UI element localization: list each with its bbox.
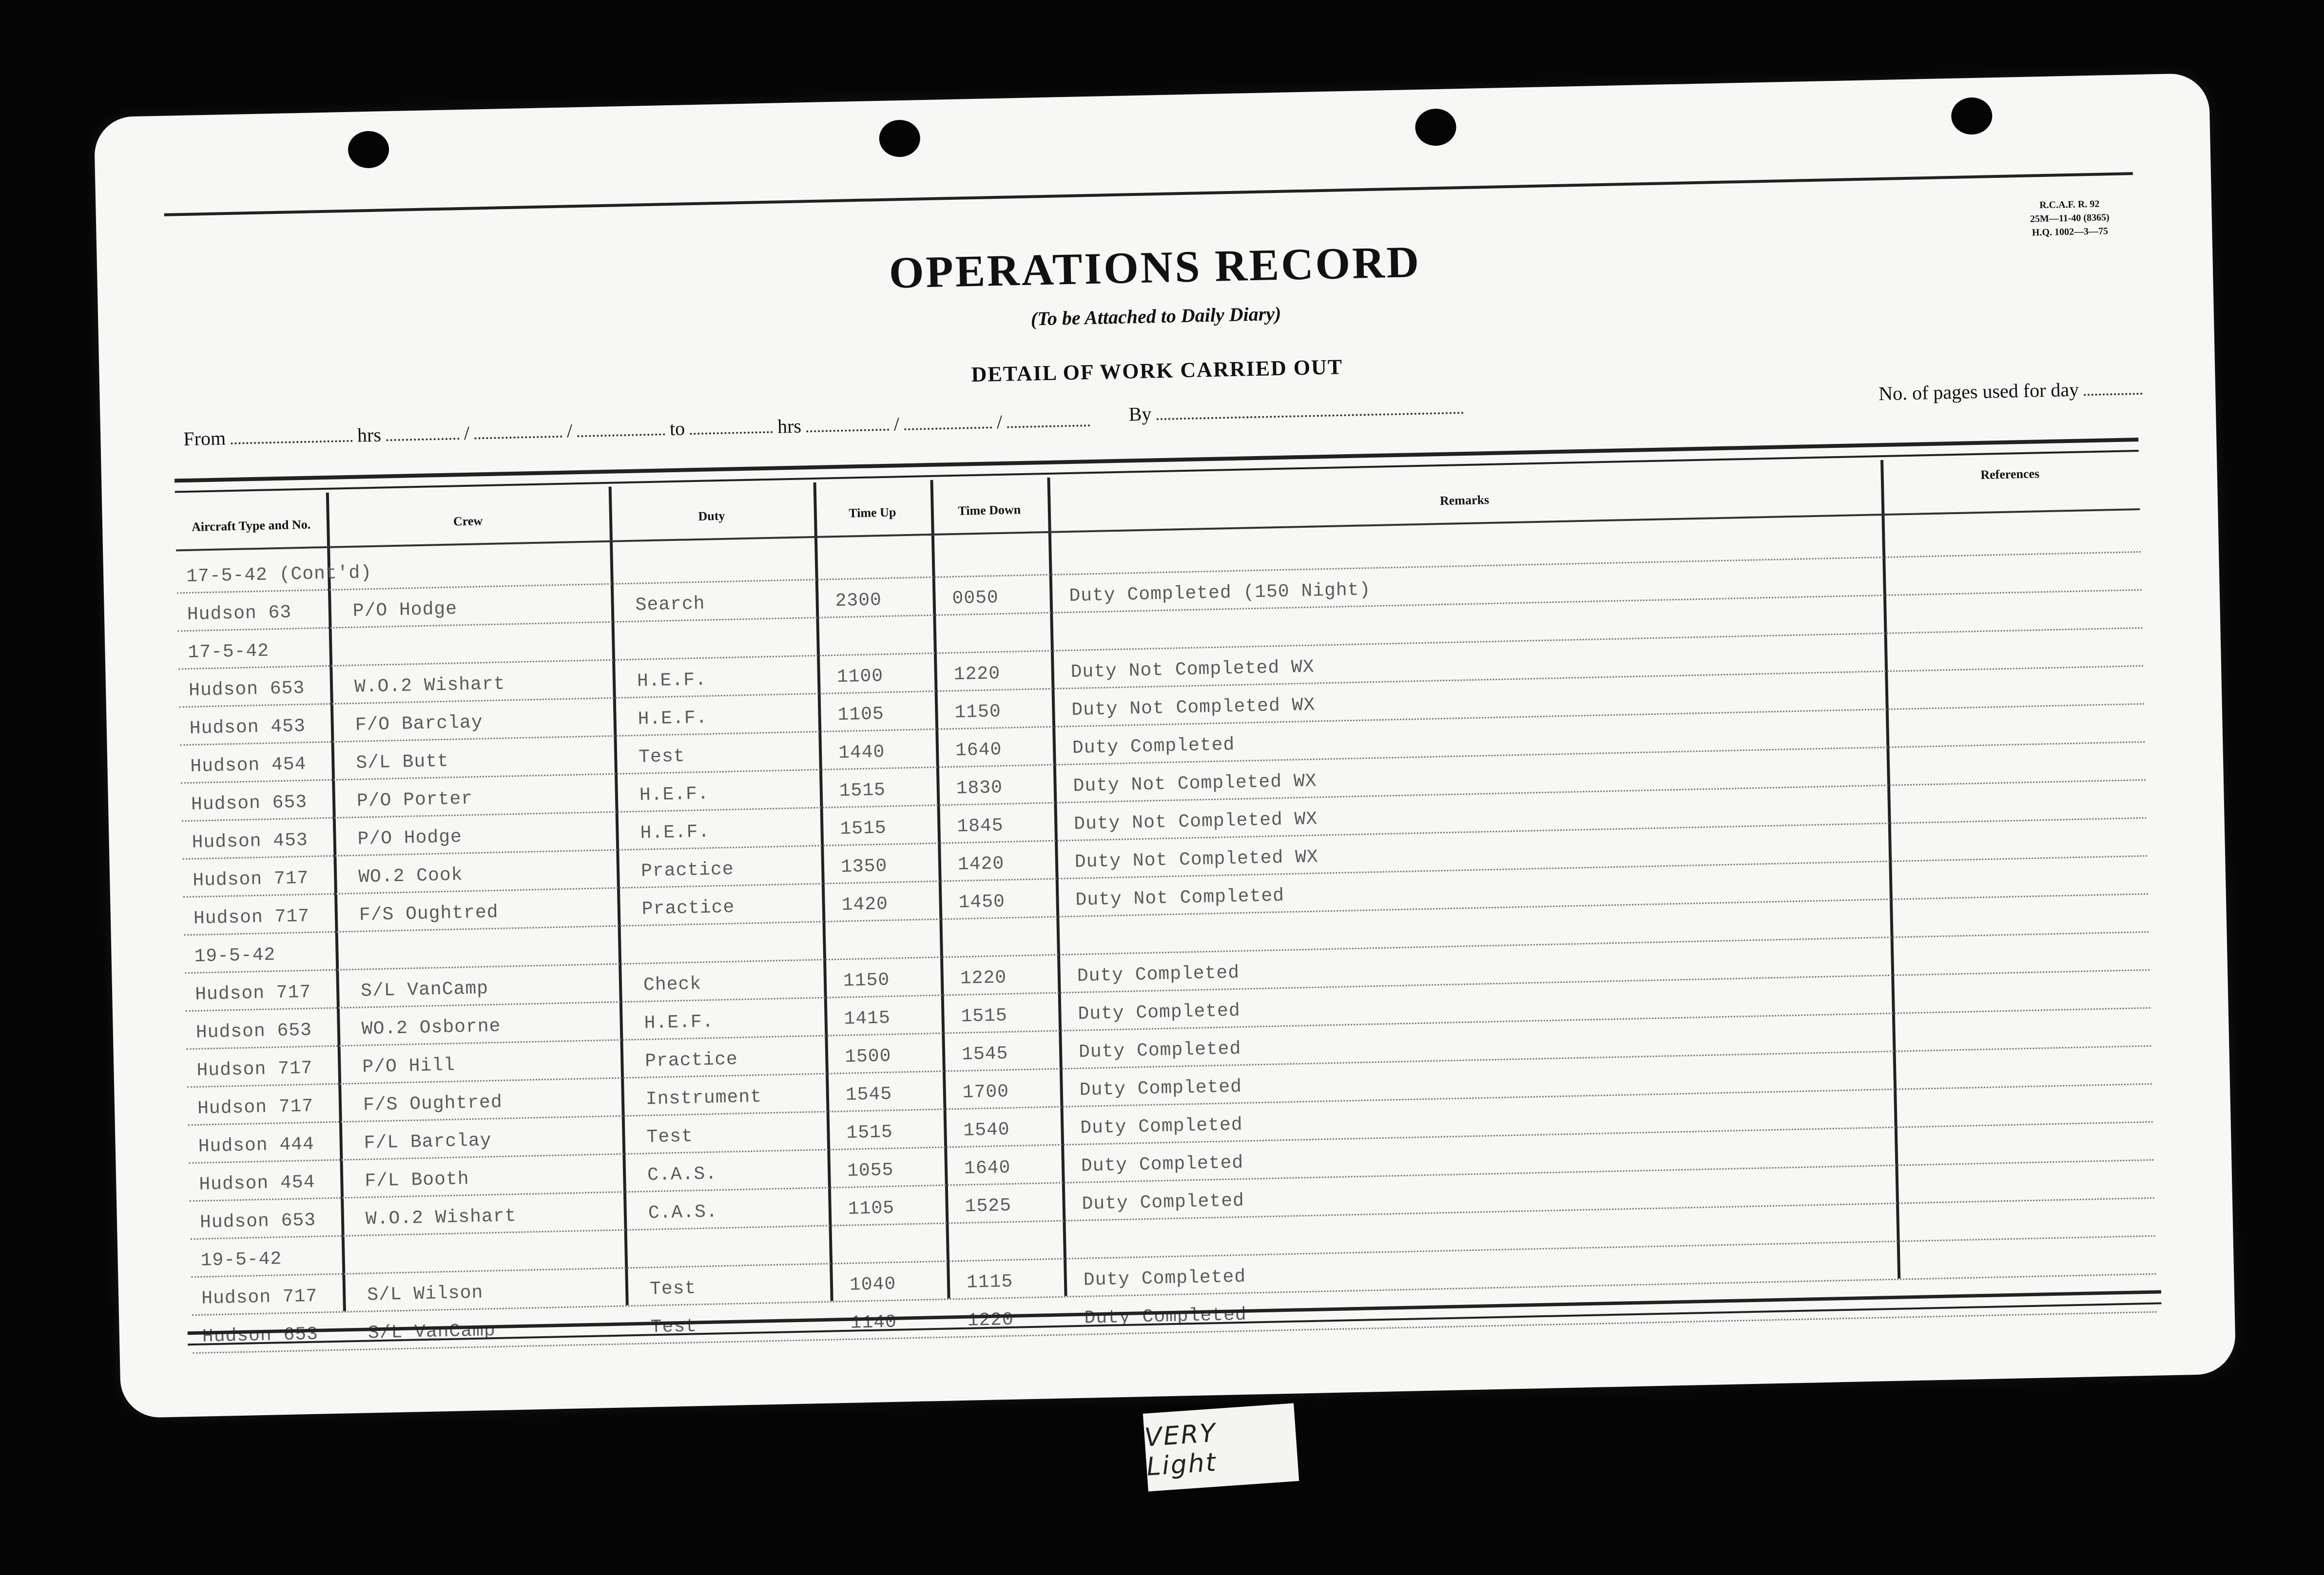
cell-aircraft: 17-5-42 <box>188 640 270 663</box>
cell-crew: P/O Hodge <box>352 598 458 622</box>
cell-crew: F/S Oughtred <box>363 1092 503 1116</box>
cell-down: 0050 <box>952 587 999 610</box>
cell-up: 1515 <box>846 1121 893 1144</box>
cell-aircraft: Hudson 653 <box>199 1210 316 1233</box>
cell-duty: H.E.F. <box>640 821 710 844</box>
cell-duty: H.E.F. <box>644 1011 714 1034</box>
cell-aircraft: Hudson 717 <box>196 1057 313 1081</box>
cell-remarks: Duty Completed <box>1072 734 1235 759</box>
header-remarks: Remarks <box>1439 492 1490 508</box>
cell-aircraft: Hudson 444 <box>198 1133 315 1157</box>
cell-remarks: Duty Not Completed WX <box>1070 656 1315 683</box>
cell-crew: P/O Hodge <box>357 826 463 850</box>
slash: / <box>566 420 573 442</box>
cell-remarks: Duty Completed <box>1083 1266 1246 1291</box>
cell-crew: WO.2 Osborne <box>361 1016 501 1040</box>
cell-aircraft: Hudson 63 <box>187 602 292 625</box>
cell-up: 1150 <box>843 969 890 992</box>
operations-table <box>175 455 2156 1347</box>
cell-duty: Practice <box>644 1049 738 1072</box>
slash: / <box>464 422 470 444</box>
cell-crew: W.O.2 Wishart <box>365 1206 517 1230</box>
from-hrs-field[interactable] <box>386 423 459 441</box>
cell-remarks: Duty Completed (150 Night) <box>1069 579 1371 607</box>
cell-down: 1220 <box>960 967 1007 989</box>
to-year-field[interactable] <box>1007 410 1090 428</box>
cell-aircraft: Hudson 453 <box>192 829 309 853</box>
cell-duty: Test <box>646 1126 694 1148</box>
cell-down: 1700 <box>962 1081 1009 1103</box>
cell-aircraft: Hudson 717 <box>201 1286 318 1309</box>
pages-line <box>1879 377 2143 405</box>
cell-duty: H.E.F. <box>637 669 707 692</box>
cell-down: 1525 <box>965 1195 1012 1217</box>
cell-duty: C.A.S. <box>648 1201 718 1224</box>
cell-duty: Instrument <box>645 1086 762 1110</box>
cell-up: 1140 <box>850 1311 897 1334</box>
cell-remarks: Duty Not Completed WX <box>1073 808 1318 835</box>
cell-down: 1515 <box>961 1005 1008 1027</box>
cell-down: 1545 <box>961 1043 1008 1065</box>
cell-down: 1640 <box>964 1157 1011 1179</box>
cell-aircraft: 19-5-42 <box>200 1248 282 1271</box>
cell-crew: P/O Porter <box>356 788 473 812</box>
cell-duty: Check <box>643 974 702 996</box>
cell-crew: WO.2 Cook <box>358 864 463 888</box>
by-label: By <box>1128 403 1152 425</box>
sticky-note <box>1143 1403 1299 1491</box>
record-sheet <box>94 73 2236 1418</box>
cell-duty: C.A.S. <box>647 1163 717 1186</box>
pages-label: No. of pages used for day <box>1878 378 2079 405</box>
slash: / <box>996 410 1003 433</box>
header-duty: Duty <box>698 508 725 523</box>
cell-crew: S/L Wilson <box>367 1282 484 1306</box>
cell-up: 1420 <box>841 893 889 916</box>
punch-hole <box>348 131 389 169</box>
cell-down: 1115 <box>966 1271 1013 1293</box>
by-field[interactable] <box>1156 397 1464 420</box>
form-code-line: R.C.A.F. R. 92 <box>2039 198 2100 211</box>
cell-crew: S/L VanCamp <box>368 1320 496 1344</box>
cell-aircraft: Hudson 453 <box>189 715 306 739</box>
to-date-field[interactable] <box>904 412 992 430</box>
cell-crew: W.O.2 Wishart <box>354 673 505 698</box>
cell-crew: S/L Butt <box>355 750 449 774</box>
slash: / <box>893 413 900 435</box>
hrs-label: hrs <box>777 415 802 438</box>
cell-remarks: Duty Completed <box>1077 962 1240 987</box>
cell-remarks: Duty Not Completed WX <box>1074 846 1319 873</box>
cell-up: 1040 <box>849 1273 896 1296</box>
to-label: to <box>669 417 685 440</box>
hrs-label: hrs <box>357 423 382 446</box>
cell-up: 1350 <box>840 855 888 878</box>
page-subtitle: (To be Attached to Daily Diary) <box>1030 302 1281 330</box>
top-rule <box>164 172 2133 216</box>
cell-remarks: Duty Completed <box>1080 1114 1243 1139</box>
from-label: From <box>183 427 226 450</box>
cell-duty: Test <box>649 1278 697 1300</box>
cell-down: 1540 <box>963 1119 1010 1141</box>
cell-down: 1830 <box>956 777 1003 799</box>
cell-remarks: Duty Not Completed WX <box>1073 770 1317 797</box>
cell-aircraft: Hudson 717 <box>194 981 311 1005</box>
cell-remarks: Duty Not Completed <box>1075 885 1285 911</box>
cell-up: 1415 <box>844 1007 891 1030</box>
cell-up: 1440 <box>838 742 885 764</box>
cell-aircraft: Hudson 717 <box>197 1095 314 1119</box>
cell-duty: Practice <box>641 897 735 920</box>
cell-up: 1515 <box>839 818 887 840</box>
cell-down: 1450 <box>958 891 1006 913</box>
cell-up: 1545 <box>845 1083 892 1106</box>
punch-hole <box>879 119 921 157</box>
header-crew: Crew <box>453 514 483 529</box>
page-title: OPERATIONS RECORD <box>888 236 1421 298</box>
header-time-up: Time Up <box>849 505 896 520</box>
cell-aircraft: 19-5-42 <box>194 944 276 967</box>
cell-crew: F/L Booth <box>364 1169 470 1192</box>
cell-aircraft: Hudson 653 <box>188 677 305 701</box>
cell-aircraft: Hudson 454 <box>198 1172 315 1195</box>
form-code-line: H.Q. 1002—3—75 <box>2032 226 2109 238</box>
cell-aircraft: Hudson 653 <box>191 791 308 815</box>
cell-aircraft: Hudson 717 <box>192 867 309 891</box>
from-line <box>183 408 1090 450</box>
punch-hole <box>1415 108 1457 146</box>
cell-up: 1500 <box>844 1045 891 1068</box>
cell-remarks: Duty Completed <box>1079 1076 1242 1101</box>
header-references: References <box>1980 466 2040 482</box>
from-date-field[interactable] <box>474 421 562 440</box>
cell-crew: F/O Barclay <box>355 712 483 736</box>
cell-down: 1420 <box>957 853 1005 875</box>
cell-aircraft: 17-5-42 (Cont'd) <box>186 562 372 587</box>
by-line <box>1128 396 1464 425</box>
cell-down: 1220 <box>953 663 1001 686</box>
header-time-down: Time Down <box>958 502 1021 518</box>
cell-duty: Practice <box>640 859 735 882</box>
cell-down: 1150 <box>954 701 1002 724</box>
cell-up: 1105 <box>837 704 885 726</box>
cell-down: 1845 <box>956 815 1004 837</box>
form-code-line: 25M—11-40 (8365) <box>2030 212 2110 225</box>
cell-remarks: Duty Completed <box>1084 1304 1247 1329</box>
cell-up: 1515 <box>839 780 886 802</box>
from-field[interactable] <box>231 425 353 444</box>
cell-remarks: Duty Not Completed WX <box>1071 694 1316 721</box>
cell-duty: Test <box>638 746 685 768</box>
cell-crew: S/L VanCamp <box>360 978 489 1002</box>
punch-hole <box>1951 97 1993 135</box>
cell-up: 1100 <box>836 666 884 688</box>
to-field[interactable] <box>690 417 773 435</box>
cell-remarks: Duty Completed <box>1078 1000 1241 1025</box>
cell-duty: H.E.F. <box>639 783 710 806</box>
from-year-field[interactable] <box>577 419 665 437</box>
cell-aircraft: Hudson 653 <box>202 1324 319 1347</box>
cell-down: 1640 <box>955 739 1002 762</box>
cell-aircraft: Hudson 653 <box>195 1019 312 1043</box>
cell-down: 1220 <box>967 1309 1014 1331</box>
cell-remarks: Duty Completed <box>1078 1038 1241 1063</box>
cell-aircraft: Hudson 454 <box>190 753 307 777</box>
cell-remarks: Duty Completed <box>1082 1190 1245 1215</box>
cell-up: 1105 <box>848 1197 895 1220</box>
cell-remarks: Duty Completed <box>1081 1152 1244 1177</box>
cell-duty: Test <box>650 1316 697 1338</box>
cell-up: 1055 <box>847 1159 894 1182</box>
cell-crew: P/O Hill <box>362 1055 456 1078</box>
note-text: VERY Light <box>1143 1418 1218 1482</box>
header-aircraft: Aircraft Type and No. <box>191 517 311 534</box>
to-hrs-field[interactable] <box>806 414 890 433</box>
pages-field[interactable] <box>2084 378 2143 396</box>
cell-crew: F/S Oughtred <box>359 902 499 926</box>
cell-duty: Search <box>635 593 705 616</box>
cell-crew: F/L Barclay <box>364 1130 492 1154</box>
cell-aircraft: Hudson 717 <box>193 905 310 929</box>
detail-heading: DETAIL OF WORK CARRIED OUT <box>971 355 1343 387</box>
cell-up: 2300 <box>835 590 882 612</box>
cell-duty: H.E.F. <box>638 707 708 730</box>
